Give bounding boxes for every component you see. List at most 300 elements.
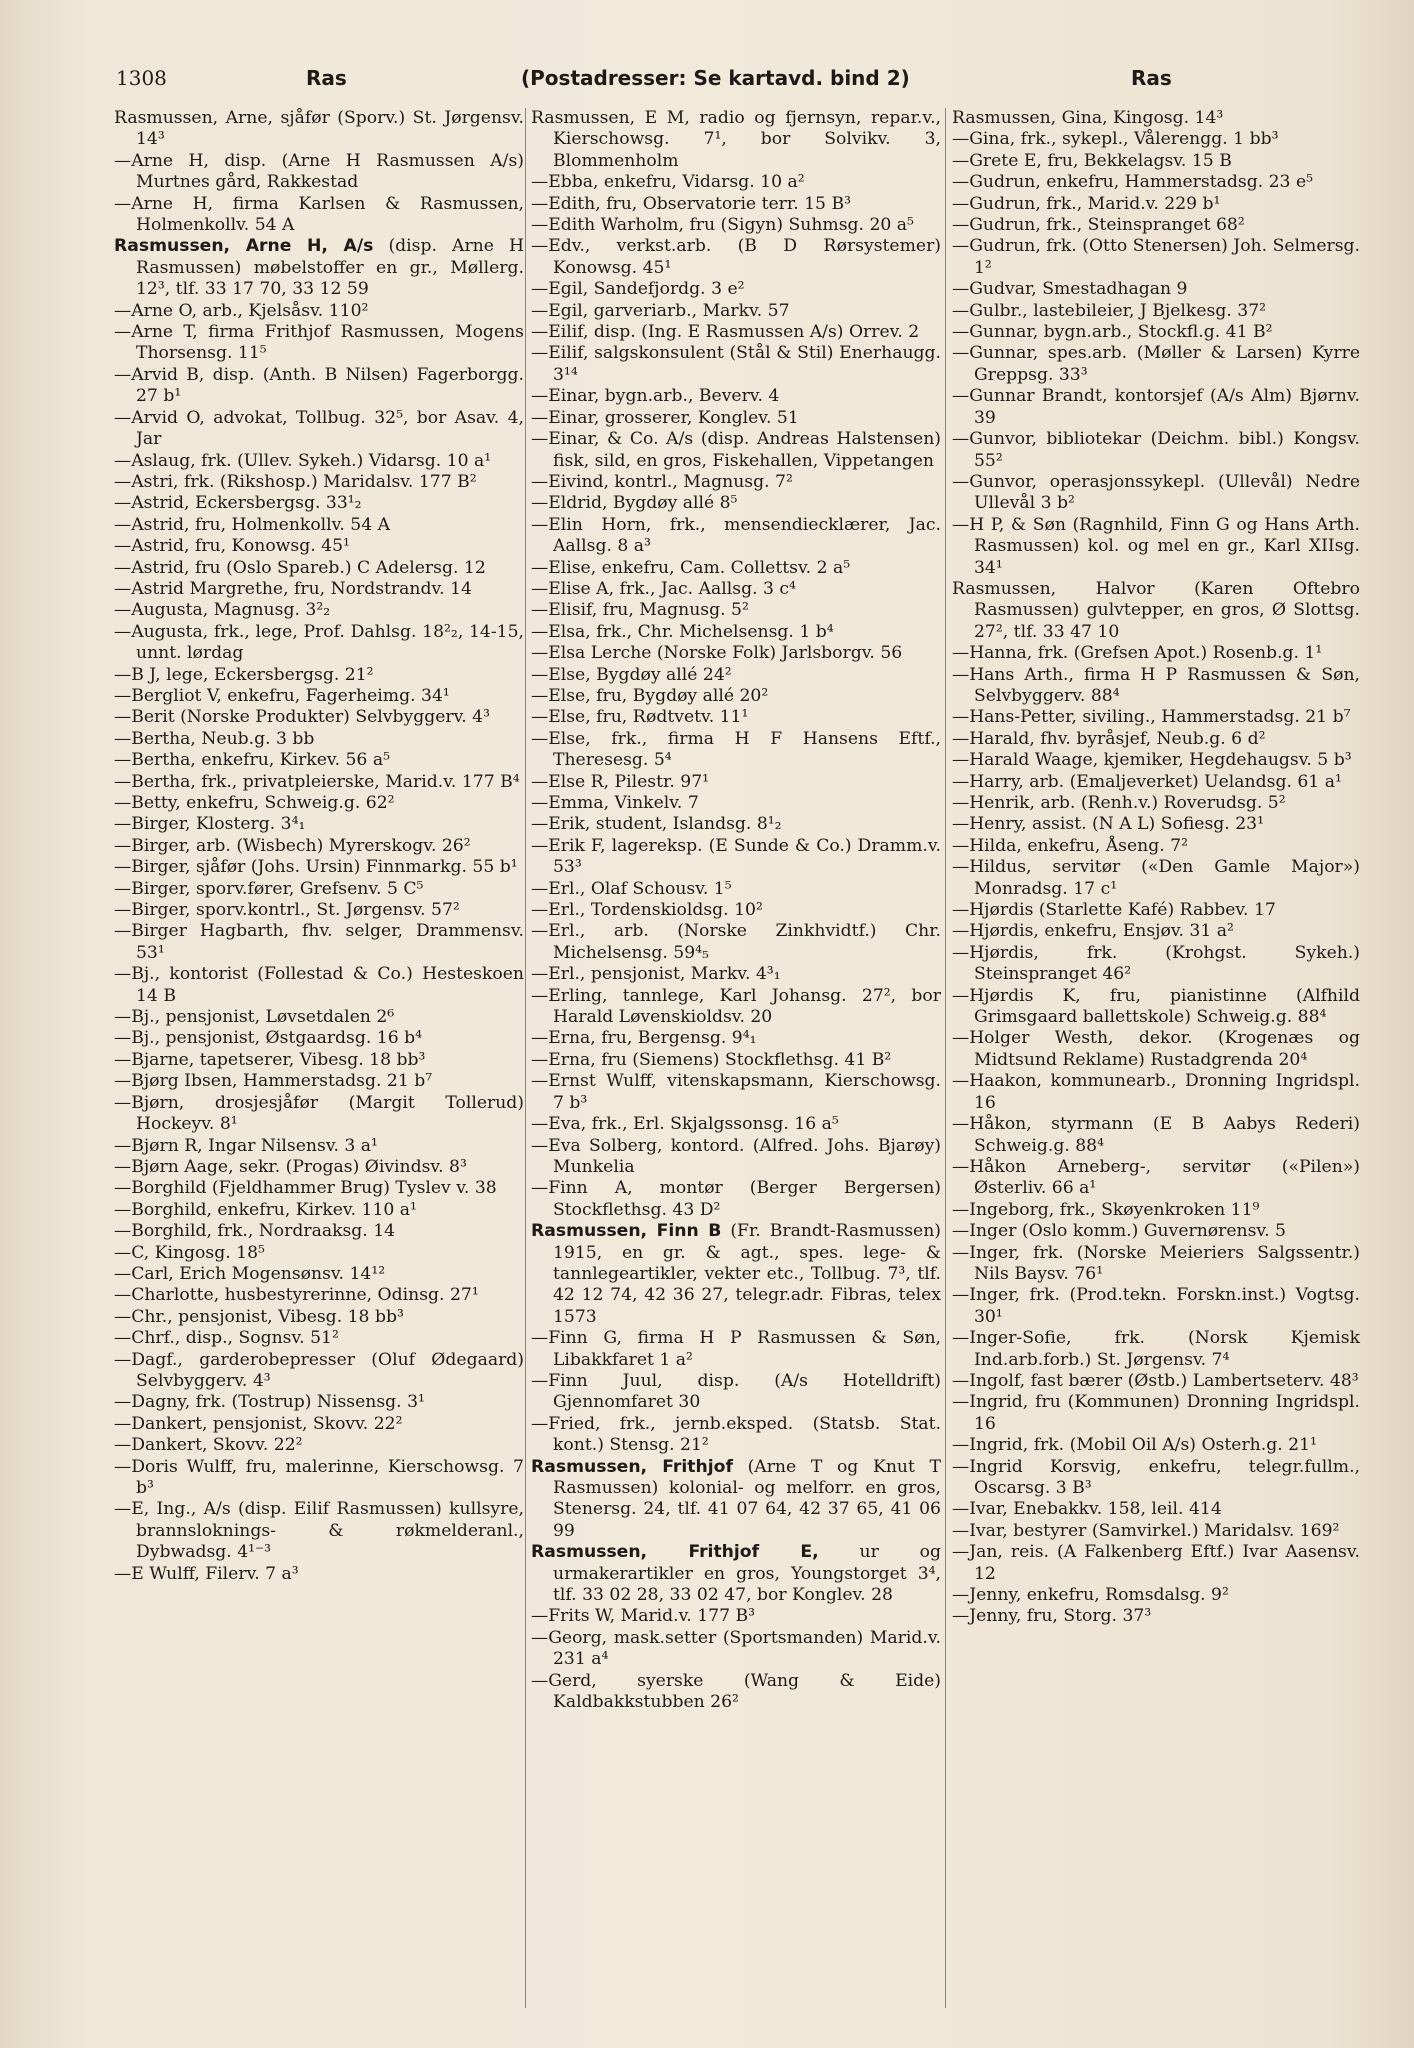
directory-entry bbox=[952, 386, 1360, 429]
directory-entry bbox=[114, 1414, 524, 1435]
entry-text: —Gudrun, frk. (Otto Stenersen) Joh. Selmersg. 1² bbox=[952, 236, 1360, 278]
entry-text: —Else, fru, Bygdøy allé 20² bbox=[531, 685, 769, 706]
entry-text: —Bjørn, drosjesjåfør (Margit Tollerud) Hockeyv. 8¹ bbox=[114, 1092, 524, 1135]
page-number: 1308 bbox=[116, 66, 167, 90]
directory-entry bbox=[114, 558, 524, 579]
directory-entry bbox=[952, 1071, 1360, 1114]
entry-text: —Berit (Norske Produkter) Selvbyggerv. 4³ bbox=[114, 707, 491, 728]
directory-entry bbox=[114, 1435, 524, 1456]
entry-text: —Astrid, fru, Holmenkollv. 54 A bbox=[114, 514, 391, 535]
directory-entry bbox=[952, 900, 1360, 921]
directory-entry bbox=[114, 536, 524, 557]
entry-text: —Edith, fru, Observatorie terr. 15 B³ bbox=[531, 193, 851, 214]
entry-text: —Finn A, montør (Berger Bergersen) Stockflethsg. 43 D² bbox=[531, 1178, 941, 1220]
entry-text: —Gina, frk., sykepl., Vålerengg. 1 bb³ bbox=[952, 129, 1279, 150]
directory-entry bbox=[952, 665, 1360, 708]
directory-entry bbox=[531, 921, 941, 964]
directory-entry bbox=[531, 686, 941, 707]
entry-text: —Inger (Oslo komm.) Guvernørensv. 5 bbox=[952, 1221, 1286, 1242]
directory-entry bbox=[952, 1328, 1360, 1371]
entry-text: —Elsa Lerche (Norske Folk) Jarlsborgv. 56 bbox=[531, 643, 903, 664]
directory-entry bbox=[952, 108, 1360, 129]
column-2 bbox=[531, 108, 941, 2008]
directory-entry bbox=[114, 921, 524, 964]
entry-text: —Birger, sjåfør (Johs. Ursin) Finnmarkg. 55 b¹ bbox=[114, 857, 518, 878]
directory-entry bbox=[952, 579, 1360, 643]
entry-text: —Einar, bygn.arb., Beverv. 4 bbox=[531, 386, 780, 407]
directory-entry bbox=[114, 1350, 524, 1393]
directory-entry bbox=[114, 964, 524, 1007]
directory-entry bbox=[114, 472, 524, 493]
directory-entry bbox=[952, 301, 1360, 322]
directory-entry bbox=[531, 1114, 941, 1135]
directory-entry bbox=[952, 921, 1360, 942]
directory-entry bbox=[531, 493, 941, 514]
directory-entry bbox=[114, 493, 524, 514]
directory-entry bbox=[531, 1542, 941, 1606]
entry-text: —Augusta, Magnusg. 3²₂ bbox=[114, 600, 331, 621]
directory-entry bbox=[531, 429, 941, 472]
column-divider bbox=[945, 108, 946, 2008]
entry-text: —Ingeborg, frk., Skøyenkroken 11⁹ bbox=[952, 1199, 1260, 1220]
directory-entry bbox=[114, 108, 524, 151]
directory-entry bbox=[531, 558, 941, 579]
entry-heading: Rasmussen, Frithjof E, bbox=[531, 1542, 819, 1563]
entry-text: —Arne H, firma Karlsen & Rasmussen, Holmenkollv. 54 A bbox=[114, 193, 524, 236]
directory-entry bbox=[114, 600, 524, 621]
directory-entry bbox=[114, 1243, 524, 1264]
entry-text: —Bjarne, tapetserer, Vibesg. 18 bb³ bbox=[114, 1049, 426, 1070]
directory-entry bbox=[114, 857, 524, 878]
entry-text: —Grete E, fru, Bekkelagsv. 15 B bbox=[952, 150, 1232, 171]
page-header bbox=[116, 66, 1316, 98]
entry-heading: Rasmussen, Finn B bbox=[531, 1221, 722, 1242]
entry-text: —Birger, arb. (Wisbech) Myrerskogv. 26² bbox=[114, 835, 471, 856]
entry-text: —Bj., kontorist (Follestad & Co.) Hesteskoen 14 B bbox=[114, 964, 524, 1006]
entry-text: —Harald Waage, kjemiker, Hegdehaugsv. 5 b³ bbox=[952, 750, 1352, 771]
entry-text: —Gudrun, frk., Marid.v. 229 b¹ bbox=[952, 193, 1221, 214]
directory-entry bbox=[531, 879, 941, 900]
entry-text: —Hilda, enkefru, Åseng. 7² bbox=[952, 835, 1188, 856]
entry-text: —Elise, enkefru, Cam. Collettsv. 2 a⁵ bbox=[531, 557, 851, 578]
entry-text: —Birger, Klosterg. 3⁴₁ bbox=[114, 814, 306, 835]
directory-entry bbox=[952, 1606, 1360, 1627]
entry-text: —Georg, mask.setter (Sportsmanden) Marid.v. 231 a⁴ bbox=[531, 1627, 941, 1670]
entry-text: —Hjørdis K, fru, pianistinne (Alfhild Grimsgaard ballettskole) Schweig.g. 88⁴ bbox=[952, 985, 1360, 1028]
column-divider bbox=[525, 108, 526, 2008]
column-1 bbox=[114, 108, 524, 2008]
entry-text: —Astri, frk. (Rikshosp.) Maridalsv. 177 B² bbox=[114, 471, 477, 492]
entry-text: —Arne O, arb., Kjelsåsv. 110² bbox=[114, 300, 369, 321]
directory-entry bbox=[114, 408, 524, 451]
entry-text: —Chrf., disp., Sognsv. 51² bbox=[114, 1328, 339, 1349]
entry-text: —H P, & Søn (Ragnhild, Finn G og Hans Arth. Rasmussen) kol. og mel en gr., Karl XIIsg. 34¹ bbox=[952, 514, 1360, 578]
entry-text: —Bergliot V, enkefru, Fagerheimg. 34¹ bbox=[114, 685, 450, 706]
entry-text: —Holger Westh, dekor. (Krogenæs og Midtsund Reklame) Rustadgrenda 20⁴ bbox=[952, 1028, 1360, 1070]
entry-text: —Bertha, Neub.g. 3 bb bbox=[114, 728, 315, 749]
directory-entry bbox=[952, 836, 1360, 857]
directory-entry bbox=[531, 579, 941, 600]
entry-text: —Bj., pensjonist, Østgaardsg. 16 b⁴ bbox=[114, 1028, 423, 1049]
entry-text: Rasmussen, Arne, sjåfør (Sporv.) St. Jørgensv. 14³ bbox=[114, 108, 524, 150]
directory-entry bbox=[952, 729, 1360, 750]
entry-text: —Haakon, kommunearb., Dronning Ingridspl. 16 bbox=[952, 1071, 1360, 1113]
directory-entry bbox=[114, 1457, 524, 1500]
directory-entry bbox=[531, 1178, 941, 1221]
directory-entry bbox=[531, 729, 941, 772]
entry-text: —Gunnar, bygn.arb., Stockfl.g. 41 B² bbox=[952, 322, 1273, 343]
directory-entry bbox=[531, 707, 941, 728]
directory-entry bbox=[952, 1542, 1360, 1585]
entry-text: —Ernst Wulff, vitenskapsmann, Kierschowsg. 7 b³ bbox=[531, 1071, 941, 1113]
entry-text: —Edv., verkst.arb. (B D Rørsystemer) Konowsg. 45¹ bbox=[531, 236, 941, 278]
entry-text: —Elisif, fru, Magnusg. 5² bbox=[531, 600, 749, 621]
entry-text: —Bjørg Ibsen, Hammerstadsg. 21 b⁷ bbox=[114, 1071, 433, 1092]
directory-entry bbox=[531, 1457, 941, 1543]
entry-text: —Finn Juul, disp. (A/s Hotelldrift) Gjennomfaret 30 bbox=[531, 1370, 941, 1413]
entry-text: —C, Kingosg. 18⁵ bbox=[114, 1242, 265, 1263]
directory-entry bbox=[114, 236, 524, 300]
entry-text: —Gerd, syerske (Wang & Eide) Kaldbakkstubben 26² bbox=[531, 1670, 941, 1713]
entry-text: —Ingrid, frk. (Mobil Oil A/s) Osterh.g. 21¹ bbox=[952, 1435, 1317, 1456]
entry-text: —Erl., arb. (Norske Zinkhvidtf.) Chr. Michelsensg. 59⁴₅ bbox=[531, 921, 941, 963]
directory-entry bbox=[952, 643, 1360, 664]
entry-text: —Else R, Pilestr. 97¹ bbox=[531, 771, 710, 792]
entry-text: —Carl, Erich Mogensønsv. 14¹² bbox=[114, 1263, 386, 1284]
entry-text: —Gunvor, bibliotekar (Deichm. bibl.) Kongsv. 55² bbox=[952, 429, 1360, 471]
entry-heading: Rasmussen, Frithjof bbox=[531, 1456, 733, 1477]
directory-entry bbox=[952, 772, 1360, 793]
directory-entry bbox=[952, 750, 1360, 771]
directory-entry bbox=[952, 1392, 1360, 1435]
entry-text: —Gudvar, Smestadhagan 9 bbox=[952, 279, 1188, 300]
entry-text: —Bertha, enkefru, Kirkev. 56 a⁵ bbox=[114, 750, 390, 771]
directory-entry bbox=[531, 643, 941, 664]
entry-text: —Borghild, frk., Nordraaksg. 14 bbox=[114, 1221, 396, 1242]
entry-text: —B J, lege, Eckersbergsg. 21² bbox=[114, 664, 374, 685]
entry-text: —Else, frk., firma H F Hansens Eftf., Theresesg. 5⁴ bbox=[531, 728, 941, 771]
directory-entry bbox=[531, 194, 941, 215]
entry-text: —Astrid, fru, Konowsg. 45¹ bbox=[114, 536, 350, 557]
directory-entry bbox=[952, 236, 1360, 279]
directory-entry bbox=[114, 750, 524, 771]
entry-text: —Eilif, salgskonsulent (Stål & Stil) Enerhaugg. 3¹⁴ bbox=[531, 343, 941, 385]
entry-text: —Bertha, frk., privatpleierske, Marid.v. 177 B⁴ bbox=[114, 771, 520, 792]
entry-text: —Gudrun, frk., Steinspranget 68² bbox=[952, 215, 1245, 236]
directory-entry bbox=[952, 1157, 1360, 1200]
directory-entry bbox=[952, 151, 1360, 172]
directory-entry bbox=[531, 793, 941, 814]
entry-text: —Erl., Tordenskioldsg. 10² bbox=[531, 900, 763, 921]
directory-entry bbox=[531, 1028, 941, 1049]
directory-entry bbox=[114, 707, 524, 728]
directory-entry bbox=[114, 1564, 524, 1585]
entry-text: —Hans-Petter, siviling., Hammerstadsg. 21 b⁷ bbox=[952, 707, 1351, 728]
entry-text: —Augusta, frk., lege, Prof. Dahlsg. 18²₂, 14-15, unnt. lørdag bbox=[114, 621, 524, 664]
directory-entry bbox=[114, 1093, 524, 1136]
entry-text: —Ingrid, fru (Kommunen) Dronning Ingridspl. 16 bbox=[952, 1392, 1360, 1434]
directory-entry bbox=[114, 301, 524, 322]
entry-text: (Fr. Brandt-Rasmussen) 1915, en gr. & agt., spes. lege- & tannlegeartikler, vekter etc., Tollbug. 7³, tlf. 42 12 74, 42 36 27, telegr.adr. Fibras, telex 1573 bbox=[553, 1221, 941, 1327]
header-right-word: Ras bbox=[1131, 66, 1172, 90]
directory-entry bbox=[114, 1328, 524, 1349]
directory-entry bbox=[114, 879, 524, 900]
entry-text: —Jenny, fru, Storg. 37³ bbox=[952, 1606, 1152, 1627]
entry-text: —Erik F, lagereksp. (E Sunde & Co.) Dramm.v. 53³ bbox=[531, 835, 941, 878]
entry-text: —Borghild (Fjeldhammer Brug) Tyslev v. 38 bbox=[114, 1178, 497, 1199]
directory-entry bbox=[114, 665, 524, 686]
directory-entry bbox=[531, 386, 941, 407]
directory-entry bbox=[114, 1050, 524, 1071]
entry-text: —Inger-Sofie, frk. (Norsk Kjemisk Ind.arb.forb.) St. Jørgensv. 7⁴ bbox=[952, 1328, 1360, 1370]
directory-entry bbox=[531, 408, 941, 429]
entry-text: —Dankert, Skovv. 22² bbox=[114, 1435, 303, 1456]
entry-text: —Gunnar Brandt, kontorsjef (A/s Alm) Bjørnv. 39 bbox=[952, 386, 1360, 428]
directory-entry bbox=[952, 279, 1360, 300]
entry-text: —Hjørdis (Starlette Kafé) Rabbev. 17 bbox=[952, 900, 1276, 921]
entry-heading: Rasmussen, Arne H, A/s bbox=[114, 236, 374, 257]
header-center-note: (Postadresser: Se kartavd. bind 2) bbox=[521, 66, 910, 90]
directory-entry bbox=[114, 836, 524, 857]
entry-text: —Ingolf, fast bærer (Østb.) Lambertseterv. 48³ bbox=[952, 1370, 1359, 1391]
entry-text: —Birger, sporv.fører, Grefsenv. 5 C⁵ bbox=[114, 878, 424, 899]
entry-text: —Erik, student, Islandsg. 8¹₂ bbox=[531, 814, 782, 835]
directory-entry bbox=[114, 1136, 524, 1157]
entry-text: —Inger, frk. (Norske Meieriers Salgssentr.) Nils Baysv. 76¹ bbox=[952, 1242, 1360, 1284]
directory-entry bbox=[531, 472, 941, 493]
entry-text: —Eilif, disp. (Ing. E Rasmussen A/s) Orrev. 2 bbox=[531, 322, 920, 343]
entry-text: —Astrid, fru (Oslo Spareb.) C Adelersg. 12 bbox=[114, 557, 486, 578]
directory-entry bbox=[114, 1307, 524, 1328]
entry-text: —Einar, grosserer, Konglev. 51 bbox=[531, 407, 799, 428]
entry-text: Rasmussen, Gina, Kingosg. 14³ bbox=[952, 108, 1224, 128]
directory-entry bbox=[531, 1071, 941, 1114]
entry-text: —Dagf., garderobepresser (Oluf Ødegaard) Selvbyggerv. 4³ bbox=[114, 1349, 524, 1391]
entry-text: —Birger, sporv.kontrl., St. Jørgensv. 57² bbox=[114, 900, 460, 921]
entry-text: —Egil, Sandefjordg. 3 e² bbox=[531, 279, 745, 300]
entry-text: —Henry, assist. (N A L) Sofiesg. 23¹ bbox=[952, 814, 1264, 835]
directory-entry bbox=[952, 707, 1360, 728]
entry-text: Rasmussen, E M, radio og fjernsyn, repar.v., Kierschowsg. 7¹, bor Solvikv. 3, Blommenholm bbox=[531, 108, 941, 171]
entry-text: —Gunvor, operasjonssykepl. (Ullevål) Nedre Ullevål 3 b² bbox=[952, 471, 1360, 514]
directory-entry bbox=[531, 236, 941, 279]
directory-entry bbox=[952, 1499, 1360, 1520]
entry-text: —Frits W, Marid.v. 177 B³ bbox=[531, 1606, 756, 1627]
directory-entry bbox=[114, 1392, 524, 1413]
directory-entry bbox=[531, 1606, 941, 1627]
directory-entry bbox=[531, 279, 941, 300]
entry-text: —Ingrid Korsvig, enkefru, telegr.fullm., Oscarsg. 3 B³ bbox=[952, 1456, 1360, 1498]
directory-entry bbox=[114, 1071, 524, 1092]
directory-entry bbox=[952, 172, 1360, 193]
entry-text: —Erl., pensjonist, Markv. 4³₁ bbox=[531, 964, 781, 985]
directory-entry bbox=[114, 729, 524, 750]
directory-entry bbox=[114, 793, 524, 814]
directory-entry bbox=[952, 1114, 1360, 1157]
entry-text: —Else, Bygdøy allé 24² bbox=[531, 664, 732, 685]
directory-entry bbox=[531, 1628, 941, 1671]
directory-entry bbox=[952, 215, 1360, 236]
directory-entry bbox=[952, 1435, 1360, 1456]
entry-text: —Ivar, Enebakkv. 158, leil. 414 bbox=[952, 1499, 1222, 1520]
directory-entry bbox=[531, 1371, 941, 1414]
directory-entry bbox=[531, 343, 941, 386]
directory-entry bbox=[531, 665, 941, 686]
entry-text: —Eva Solberg, kontord. (Alfred. Johs. Bjarøy) Munkelia bbox=[531, 1135, 941, 1177]
entry-text: —Håkon, styrmann (E B Aabys Rederi) Schweig.g. 88⁴ bbox=[952, 1114, 1360, 1156]
entry-text: —E, Ing., A/s (disp. Eilif Rasmussen) kullsyre, brannsloknings- & røkmelderanl., Dybwadsg. 4¹⁻³ bbox=[114, 1499, 524, 1563]
entry-text: —Elin Horn, frk., mensendiecklærer, Jac. Aallsg. 8 a³ bbox=[531, 514, 941, 557]
entry-text: —Betty, enkefru, Schweig.g. 62² bbox=[114, 793, 395, 813]
entry-text: —Birger Hagbarth, fhv. selger, Drammensv. 53¹ bbox=[114, 921, 524, 963]
directory-entry bbox=[114, 1178, 524, 1199]
entry-text: —Harry, arb. (Emaljeverket) Uelandsg. 61 a¹ bbox=[952, 771, 1342, 792]
directory-entry bbox=[114, 365, 524, 408]
directory-entry bbox=[531, 900, 941, 921]
entry-text: —Hjørdis, enkefru, Ensjøv. 31 a² bbox=[952, 921, 1234, 942]
entry-text: —Jenny, enkefru, Romsdalsg. 9² bbox=[952, 1585, 1229, 1606]
entry-text: —Edith Warholm, fru (Sigyn) Suhmsg. 20 a⁵ bbox=[531, 215, 914, 236]
entry-text: —Dankert, pensjonist, Skovv. 22² bbox=[114, 1413, 403, 1434]
entry-text: —Håkon Arneberg-, servitør («Pilen») Østerliv. 66 a¹ bbox=[952, 1156, 1360, 1199]
directory-entry bbox=[952, 1521, 1360, 1542]
header-left-word: Ras bbox=[306, 66, 347, 90]
directory-entry bbox=[114, 622, 524, 665]
entry-text: —Aslaug, frk. (Ullev. Sykeh.) Vidarsg. 10 a¹ bbox=[114, 450, 492, 471]
directory-entry bbox=[952, 194, 1360, 215]
column-3 bbox=[952, 108, 1360, 2008]
directory-entry bbox=[952, 472, 1360, 515]
entry-text: —Charlotte, husbestyrerinne, Odinsg. 27¹ bbox=[114, 1285, 479, 1306]
directory-entry bbox=[952, 322, 1360, 343]
directory-entry bbox=[114, 1499, 524, 1563]
directory-entry bbox=[952, 1028, 1360, 1071]
directory-entry bbox=[952, 857, 1360, 900]
entry-text: —Hildus, servitør («Den Gamle Major») Monradsg. 17 c¹ bbox=[952, 857, 1360, 899]
directory-entry bbox=[952, 1200, 1360, 1221]
entry-text: —Erling, tannlege, Karl Johansg. 27², bor Harald Løvenskioldsv. 20 bbox=[531, 985, 941, 1028]
entry-text: —Chr., pensjonist, Vibesg. 18 bb³ bbox=[114, 1306, 404, 1327]
entry-text: Rasmussen, Halvor (Karen Oftebro Rasmussen) gulvtepper, en gros, Ø Slottsg. 27², tlf. 33 47 10 bbox=[952, 578, 1360, 642]
entry-text: —Dagny, frk. (Tostrup) Nissensg. 3¹ bbox=[114, 1392, 425, 1413]
directory-entry bbox=[531, 301, 941, 322]
directory-entry bbox=[952, 515, 1360, 579]
entry-text: —Doris Wulff, fru, malerinne, Kierschowsg. 7 b³ bbox=[114, 1456, 524, 1498]
entry-text: (disp. Arne H Rasmussen) møbelstoffer en gr., Møllerg. 12³, tlf. 33 17 70, 33 12 59 bbox=[136, 236, 524, 300]
directory-entry bbox=[114, 151, 524, 194]
directory-entry bbox=[531, 322, 941, 343]
directory-entry bbox=[952, 1585, 1360, 1606]
directory-entry bbox=[114, 1221, 524, 1242]
directory-entry bbox=[114, 1285, 524, 1306]
directory-entry bbox=[952, 343, 1360, 386]
entry-text: —Ebba, enkefru, Vidarsg. 10 a² bbox=[531, 172, 805, 193]
entry-text: —Erna, fru, Bergensg. 9⁴₁ bbox=[531, 1028, 757, 1049]
directory-entry bbox=[531, 600, 941, 621]
entry-text: —Eivind, kontrl., Magnusg. 7² bbox=[531, 471, 793, 492]
directory-entry bbox=[114, 1157, 524, 1178]
entry-text: —Borghild, enkefru, Kirkev. 110 a¹ bbox=[114, 1199, 417, 1220]
entry-text: —Finn G, firma H P Rasmussen & Søn, Libakkfaret 1 a² bbox=[531, 1328, 941, 1370]
entry-text: —Eldrid, Bygdøy allé 8⁵ bbox=[531, 493, 738, 514]
entry-text: —Jan, reis. (A Falkenberg Eftf.) Ivar Aasensv. 12 bbox=[952, 1542, 1360, 1584]
directory-entry bbox=[114, 322, 524, 365]
directory-entry bbox=[952, 1243, 1360, 1286]
directory-entry bbox=[114, 1200, 524, 1221]
directory-entry bbox=[531, 1328, 941, 1371]
directory-entry bbox=[531, 814, 941, 835]
entry-text: —Emma, Vinkelv. 7 bbox=[531, 793, 699, 813]
entry-text: —Hans Arth., firma H P Rasmussen & Søn, Selvbyggerv. 88⁴ bbox=[952, 664, 1360, 706]
directory-entry bbox=[952, 1457, 1360, 1500]
directory-entry bbox=[952, 1371, 1360, 1392]
directory-entry bbox=[531, 986, 941, 1029]
directory-entry bbox=[531, 772, 941, 793]
entry-text: —Arne T, firma Frithjof Rasmussen, Mogens Thorsensg. 11⁵ bbox=[114, 322, 524, 364]
directory-entry bbox=[114, 900, 524, 921]
directory-entry bbox=[952, 429, 1360, 472]
directory-entry bbox=[531, 215, 941, 236]
entry-text: —Eva, frk., Erl. Skjalgssonsg. 16 a⁵ bbox=[531, 1114, 839, 1135]
directory-entry bbox=[114, 1007, 524, 1028]
directory-entry bbox=[952, 943, 1360, 986]
directory-entry bbox=[531, 1221, 941, 1328]
directory-entry bbox=[114, 1264, 524, 1285]
directory-entry bbox=[531, 622, 941, 643]
directory-entry bbox=[531, 1136, 941, 1179]
entry-text: —Bjørn Aage, sekr. (Progas) Øivindsv. 8³ bbox=[114, 1156, 467, 1177]
entry-text: —Elise A, frk., Jac. Aallsg. 3 c⁴ bbox=[531, 578, 796, 599]
directory-entry bbox=[114, 451, 524, 472]
directory-entry bbox=[952, 1285, 1360, 1328]
entry-text: —Arne H, disp. (Arne H Rasmussen A/s) Murtnes gård, Rakkestad bbox=[114, 150, 524, 193]
entry-text: —Gulbr., lastebileier, J Bjelkesg. 37² bbox=[952, 300, 1267, 321]
directory-entry bbox=[531, 515, 941, 558]
entry-text: —Hanna, frk. (Grefsen Apot.) Rosenb.g. 1¹ bbox=[952, 643, 1323, 664]
directory-entry bbox=[114, 772, 524, 793]
entry-text: —Bjørn R, Ingar Nilsensv. 3 a¹ bbox=[114, 1135, 378, 1156]
entry-text: —Elsa, frk., Chr. Michelsensg. 1 b⁴ bbox=[531, 621, 834, 642]
entry-text: (Arne T og Knut T Rasmussen) kolonial- og melforr. en gros, Stenersg. 24, tlf. 41 07 64, 42 37 65, 41 06 99 bbox=[553, 1456, 941, 1541]
entry-text: —Arvid B, disp. (Anth. B Nilsen) Fagerborgg. 27 b¹ bbox=[114, 364, 524, 407]
directory-entry bbox=[952, 793, 1360, 814]
entry-text: —E Wulff, Filerv. 7 a³ bbox=[114, 1563, 299, 1584]
directory-entry bbox=[531, 964, 941, 985]
entry-text: —Bj., pensjonist, Løvsetdalen 2⁶ bbox=[114, 1007, 395, 1028]
entry-text: —Hjørdis, frk. (Krohgst. Sykeh.) Steinspranget 46² bbox=[952, 942, 1360, 985]
entry-text: —Einar, & Co. A/s (disp. Andreas Halstensen) fisk, sild, en gros, Fiskehallen, Vippetangen bbox=[531, 429, 941, 471]
entry-text: —Arvid O, advokat, Tollbug. 32⁵, bor Asav. 4, Jar bbox=[114, 407, 524, 450]
directory-entry bbox=[531, 836, 941, 879]
directory-entry bbox=[114, 515, 524, 536]
directory-entry bbox=[114, 686, 524, 707]
directory-entry bbox=[952, 129, 1360, 150]
directory-entry bbox=[114, 194, 524, 237]
entry-text: —Egil, garveriarb., Markv. 57 bbox=[531, 300, 790, 321]
entry-text: —Astrid, Eckersbergsg. 33¹₂ bbox=[114, 493, 362, 514]
entry-text: —Harald, fhv. byråsjef, Neub.g. 6 d² bbox=[952, 728, 1266, 749]
entry-text: —Henrik, arb. (Renh.v.) Roverudsg. 5² bbox=[952, 793, 1286, 813]
entry-text: —Erna, fru (Siemens) Stockflethsg. 41 B² bbox=[531, 1049, 892, 1070]
entry-text: —Astrid Margrethe, fru, Nordstrandv. 14 bbox=[114, 578, 472, 599]
entry-text: —Else, fru, Rødtvetv. 11¹ bbox=[531, 707, 749, 728]
entry-text: —Gudrun, enkefru, Hammerstadsg. 23 e⁵ bbox=[952, 172, 1314, 193]
directory-entry bbox=[531, 1414, 941, 1457]
entry-text: ur og urmakerartikler en gros, Youngstorget 3⁴, tlf. 33 02 28, 33 02 47, bor Konglev. 28 bbox=[553, 1542, 941, 1606]
directory-entry bbox=[952, 814, 1360, 835]
entry-text: —Inger, frk. (Prod.tekn. Forskn.inst.) Vogtsg. 30¹ bbox=[952, 1285, 1360, 1327]
entry-text: —Ivar, bestyrer (Samvirkel.) Maridalsv. 169² bbox=[952, 1520, 1340, 1541]
